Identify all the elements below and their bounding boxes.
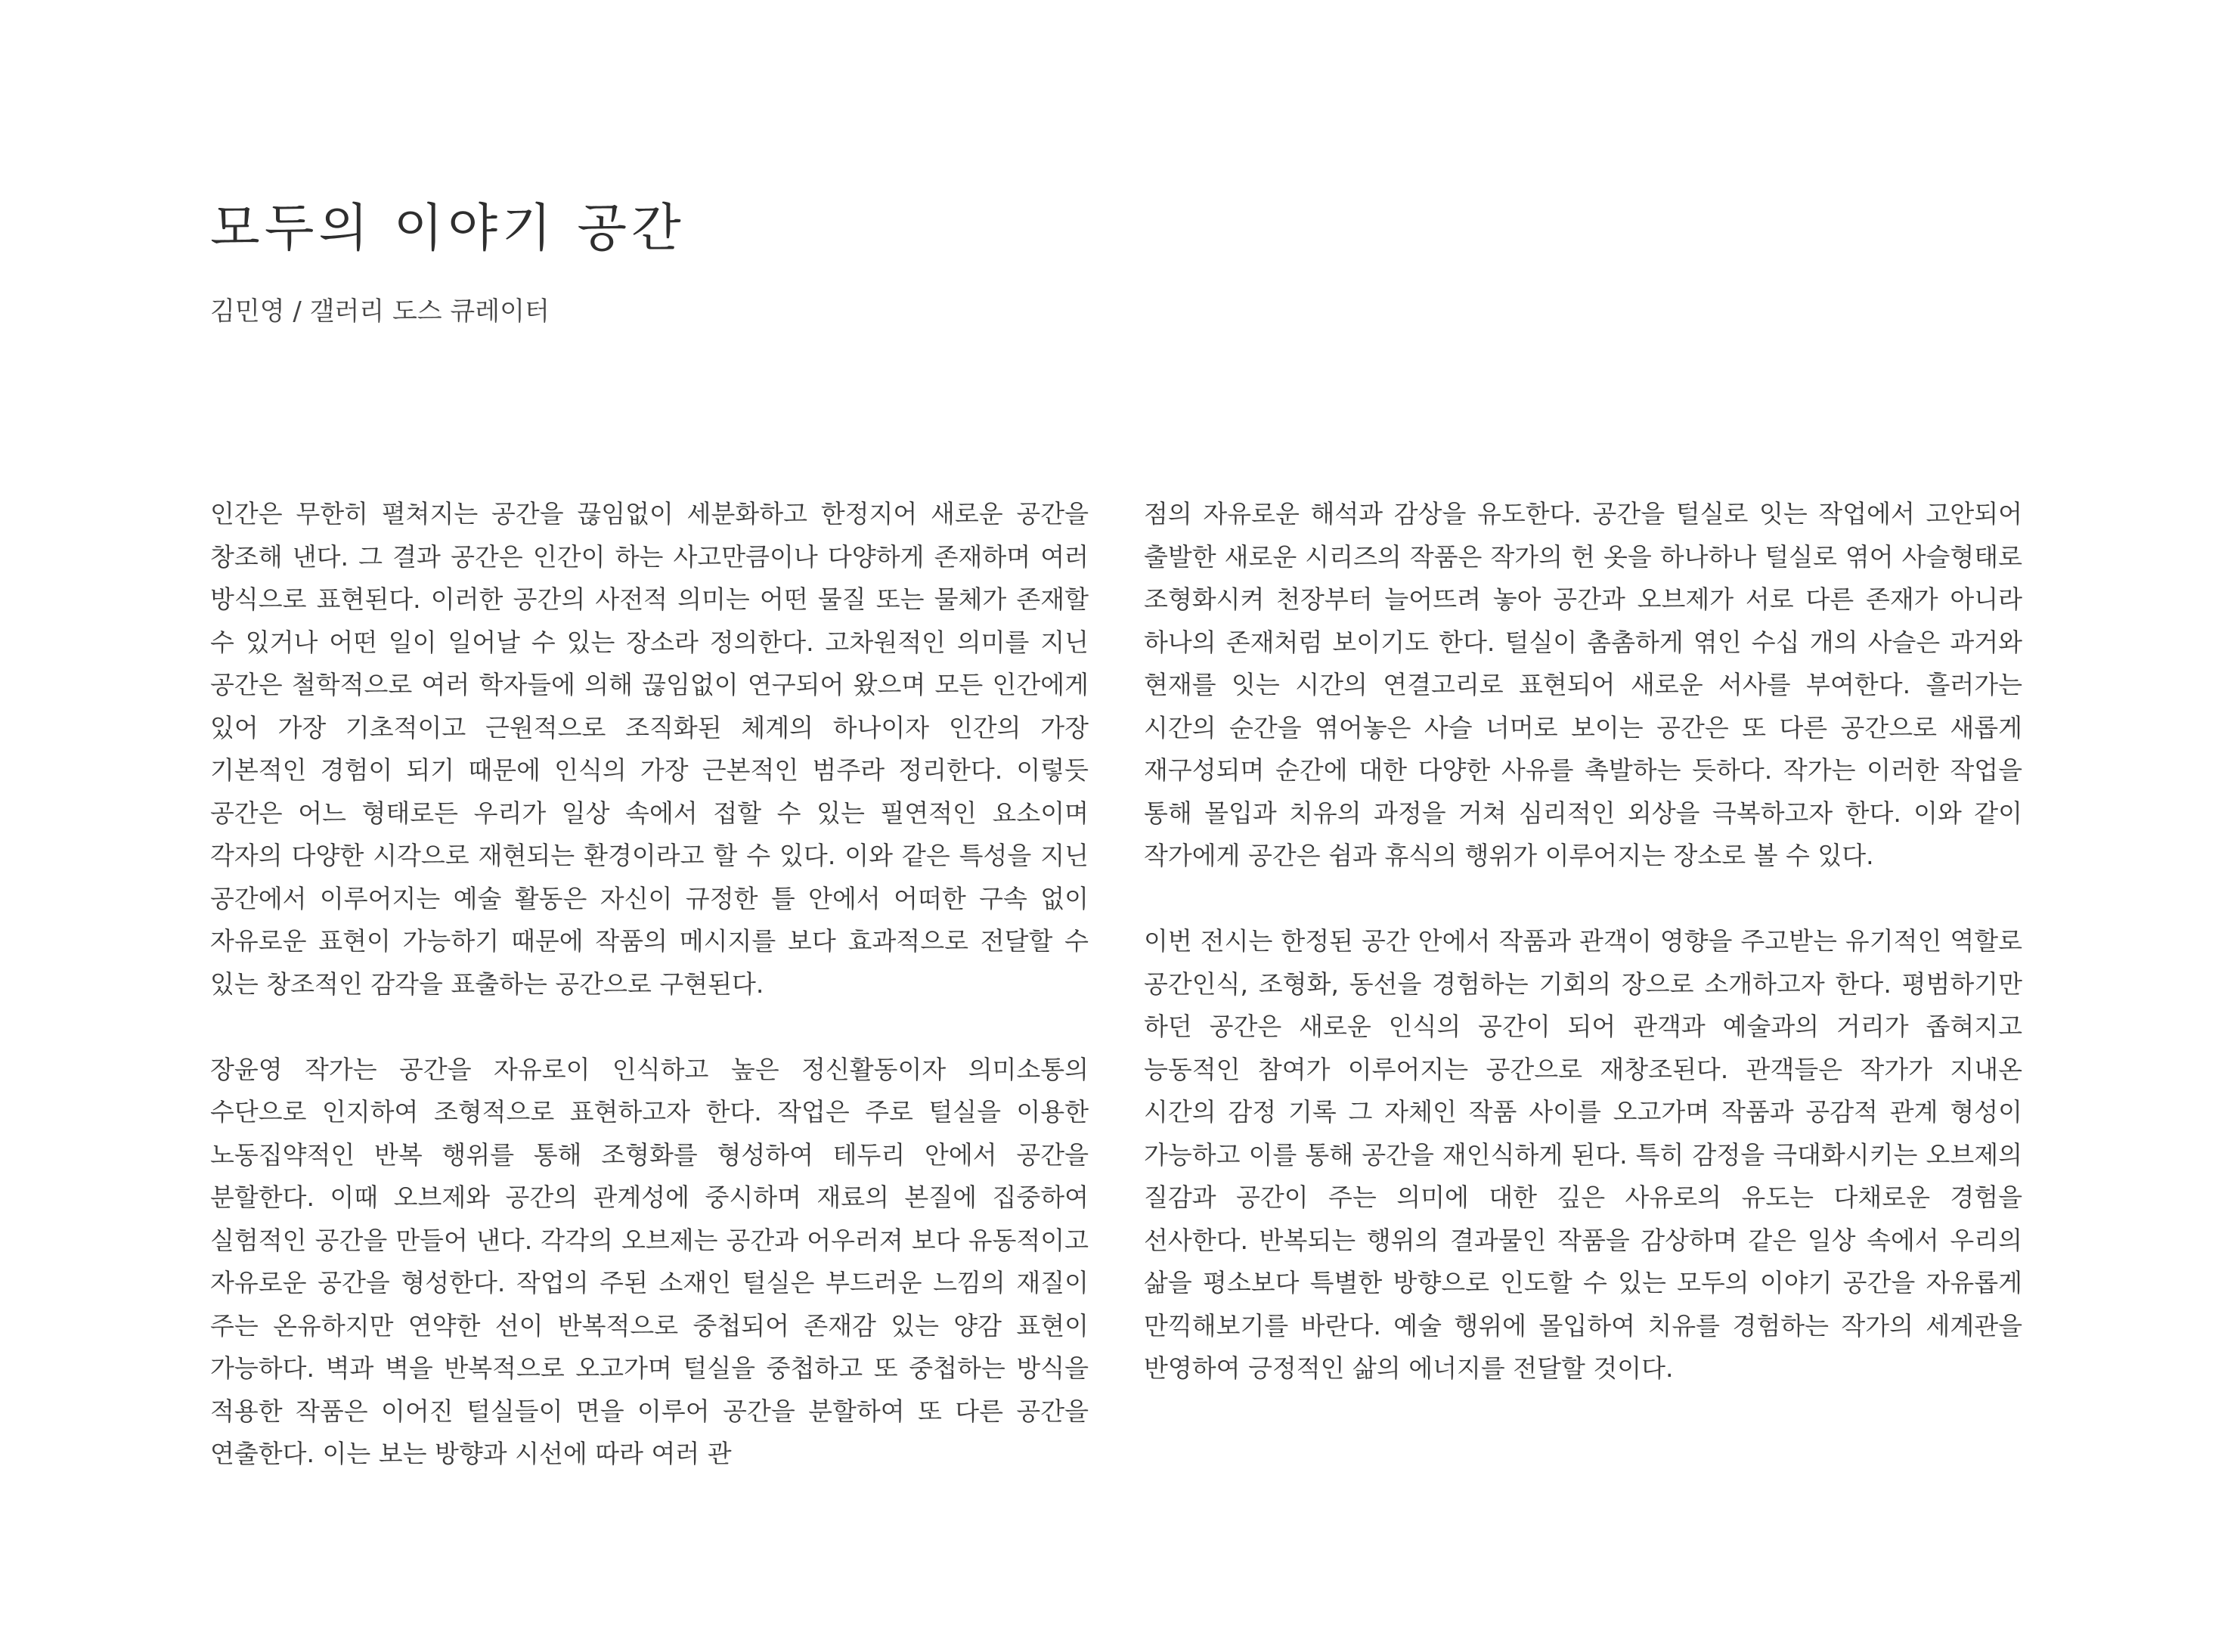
paragraph: 점의 자유로운 해석과 감상을 유도한다. 공간을 털실로 잇는 작업에서 고안되어 출발한 새로운 시리즈의 작품은 작가의 헌 옷을 하나하나 털실로 엮어 사슬형태로 조형화시켜 천장부터 늘어뜨려 놓아 공간과 오브제가 서로 다른 존재가 아니라 하나의 존재처럼 보이기도 한다. 털실이 촘촘하게 엮인 수십 개의 사슬은 과거와 현재를 잇는 시간의 연결고리로 표현되어 새로운 서사를 부여한다. 흘러가는 시간의 순간을 엮어놓은 사슬 너머로 보이는 공간은 또 다른 공간으로 새롭게 재구성되며 순간에 대한 다양한 사유를 촉발하는 듯하다. 작가는 이러한 작업을 통해 몰입과 치유의 과정을 거쳐 심리적인 외상을 극복하고자 한다. 이와 같이 작가에게 공간은 쉼과 휴식의 행위가 이루어지는 장소로 볼 수 있다.	[1144, 499, 2022, 870]
byline: 김민영 / 갤러리 도스 큐레이터	[210, 296, 550, 327]
left-text-column	[210, 493, 1089, 1476]
page-title: 모두의 이야기 공간	[210, 199, 686, 259]
paragraph: 장윤영 작가는 공간을 자유로이 인식하고 높은 정신활동이자 의미소통의 수단으로 인지하여 조형적으로 표현하고자 한다. 작업은 주로 털실을 이용한 노동집약적인 반복 행위를 통해 조형화를 형성하여 테두리 안에서 공간을 분할한다. 이때 오브제와 공간의 관계성에 중시하며 재료의 본질에 집중하여 실험적인 공간을 만들어 낸다. 각각의 오브제는 공간과 어우러져 보다 유동적이고 자유로운 공간을 형성한다. 작업의 주된 소재인 털실은 부드러운 느낌의 재질이 주는 온유하지만 연약한 선이 반복적으로 중첩되어 존재감 있는 양감 표현이 가능하다. 벽과 벽을 반복적으로 오고가며 털실을 중첩하고 또 중첩하는 방식을 적용한 작품은 이어진 털실들이 면을 이루어 공간을 분할하여 또 다른 공간을 연출한다. 이는 보는 방향과 시선에 따라 여러 관	[210, 1054, 1089, 1468]
paragraph: 인간은 무한히 펼쳐지는 공간을 끊임없이 세분화하고 한정지어 새로운 공간을 창조해 낸다. 그 결과 공간은 인간이 하는 사고만큼이나 다양하게 존재하며 여러 방식으로 표현된다. 이러한 공간의 사전적 의미는 어떤 물질 또는 물체가 존재할 수 있거나 어떤 일이 일어날 수 있는 장소라 정의한다. 고차원적인 의미를 지닌 공간은 철학적으로 여러 학자들에 의해 끊임없이 연구되어 왔으며 모든 인간에게 있어 가장 기초적이고 근원적으로 조직화된 체계의 하나이자 인간의 가장 기본적인 경험이 되기 때문에 인식의 가장 근본적인 범주라 정리한다. 이렇듯 공간은 어느 형태로든 우리가 일상 속에서 접할 수 있는 필연적인 요소이며 각자의 다양한 시각으로 재현되는 환경이라고 할 수 있다. 이와 같은 특성을 지닌 공간에서 이루어지는 예술 활동은 자신이 규정한 틀 안에서 어떠한 구속 없이 자유로운 표현이 가능하기 때문에 작품의 메시지를 보다 효과적으로 전달할 수 있는 창조적인 감각을 표출하는 공간으로 구현된다.	[210, 499, 1089, 999]
paragraph: 이번 전시는 한정된 공간 안에서 작품과 관객이 영향을 주고받는 유기적인 역할로 공간인식, 조형화, 동선을 경험하는 기회의 장으로 소개하고자 한다. 평범하기만 하던 공간은 새로운 인식의 공간이 되어 관객과 예술과의 거리가 좁혀지고 능동적인 참여가 이루어지는 공간으로 재창조된다. 관객들은 작가가 지내온 시간의 감정 기록 그 자체인 작품 사이를 오고가며 작품과 공감적 관계 형성이 가능하고 이를 통해 공간을 재인식하게 된다. 특히 감정을 극대화시키는 오브제의 질감과 공간이 주는 의미에 대한 깊은 사유로의 유도는 다채로운 경험을 선사한다. 반복되는 행위의 결과물인 작품을 감상하며 같은 일상 속에서 우리의 삶을 평소보다 특별한 방향으로 인도할 수 있는 모두의 이야기 공간을 자유롭게 만끽해보기를 바란다. 예술 행위에 몰입하여 치유를 경험하는 작가의 세계관을 반영하여 긍정적인 삶의 에너지를 전달할 것이다.	[1144, 926, 2022, 1383]
right-text-column	[1144, 493, 2022, 1390]
